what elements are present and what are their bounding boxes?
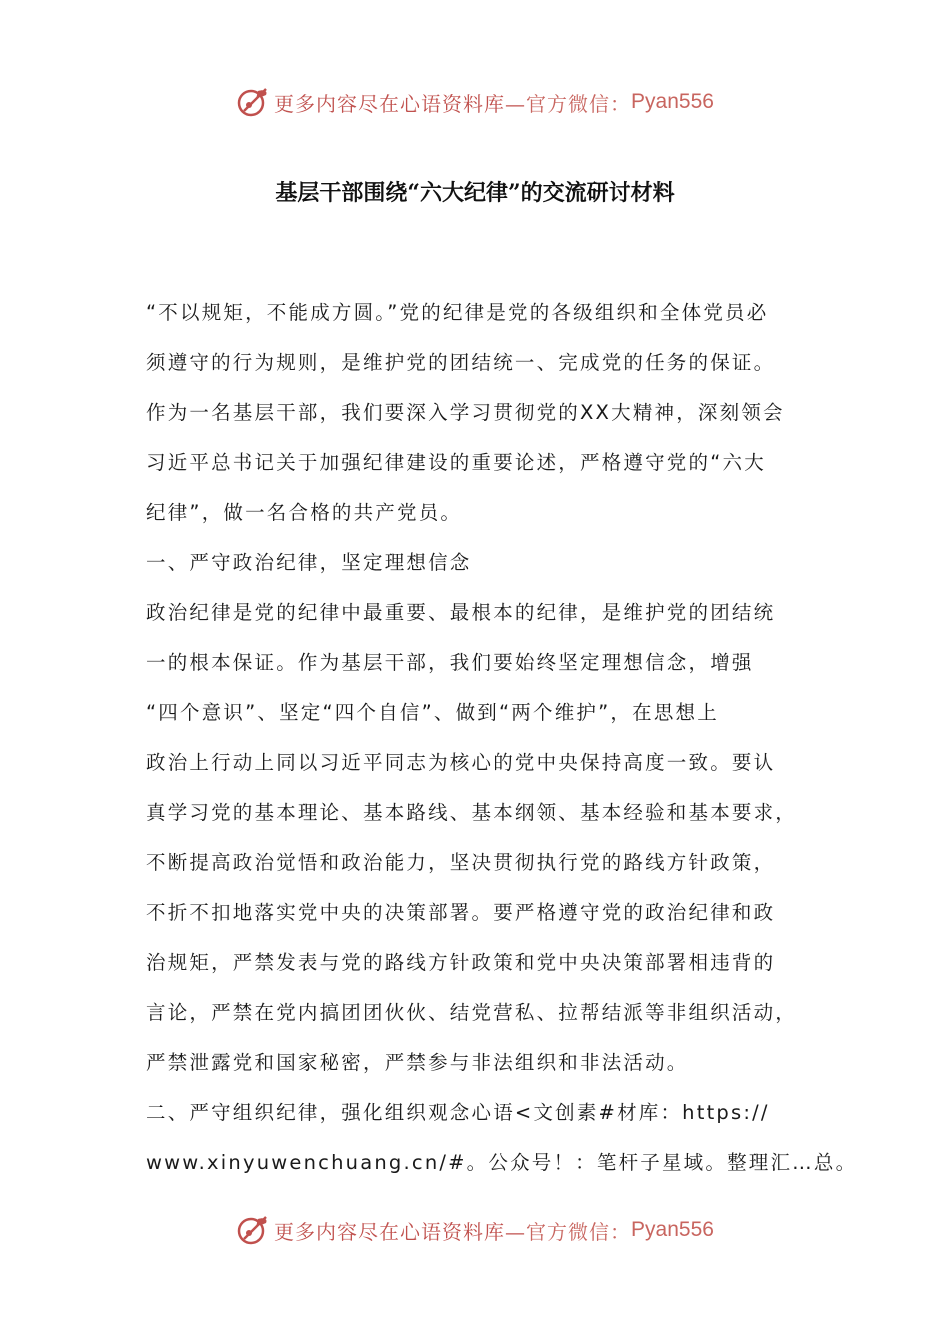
header-brand-text: 更多内容尽在心语资料库— [274, 91, 527, 116]
document-body [146, 292, 858, 1192]
body-line: 纪律”，做一名合格的共产党员。 [146, 501, 463, 524]
body-line: 习近平总书记关于加强纪律建设的重要论述，严格遵守党的“六大 [146, 451, 766, 474]
body-line: 严禁泄露党和国家秘密，严禁参与非法组织和非法活动。 [146, 1051, 689, 1074]
quill-logo-icon [236, 85, 270, 119]
body-line: 不折不扣地落实党中央的决策部署。要严格遵守党的政治纪律和政 [146, 901, 776, 924]
body-line: 治规矩，严禁发表与党的路线方针政策和党中央决策部署相违背的 [146, 951, 776, 974]
footer-brand-text: 更多内容尽在心语资料库— [274, 1219, 527, 1244]
body-line: 政治纪律是党的纪律中最重要、最根本的纪律，是维护党的团结统 [146, 601, 776, 624]
body-line: 作为一名基层干部，我们要深入学习贯彻党的XX大精神，深刻领会 [146, 401, 785, 424]
footer-wechat-id: Pyan556 [631, 1218, 714, 1241]
footer-wechat-label: 官方微信： [526, 1219, 632, 1244]
body-line: 言论，严禁在党内搞团团伙伙、结党营私、拉帮结派等非组织活动， [146, 1001, 798, 1024]
footer-watermark [0, 1210, 950, 1250]
quill-logo-icon [236, 1213, 270, 1247]
body-line: www.xinyuwenchuang.cn/#。公众号！：笔杆子星域。整理汇…总。 [146, 1151, 858, 1174]
body-line: “不以规矩，不能成方圆。”党的纪律是党的各级组织和全体党员必 [146, 301, 769, 324]
body-line: 一的根本保证。作为基层干部，我们要始终坚定理想信念，增强 [146, 651, 754, 674]
header-wechat-id: Pyan556 [631, 90, 714, 113]
section-heading-2: 二、严守组织纪律，强化组织观念心语<文创素#材库：https:// [146, 1101, 770, 1124]
body-line: 不断提高政治觉悟和政治能力，坚决贯彻执行党的路线方针政策， [146, 851, 776, 874]
body-line: 须遵守的行为规则，是维护党的团结统一、完成党的任务的保证。 [146, 351, 776, 374]
body-line: 真学习党的基本理论、基本路线、基本纲领、基本经验和基本要求， [146, 801, 798, 824]
body-line: “四个意识”、坚定“四个自信”、做到“两个维护”，在思想上 [146, 701, 719, 724]
body-line: 政治上行动上同以习近平同志为核心的党中央保持高度一致。要认 [146, 751, 776, 774]
page-title: 基层干部围绕“六大纪律”的交流研讨材料 [275, 180, 675, 206]
section-heading-1: 一、严守政治纪律，坚定理想信念 [146, 551, 472, 574]
header-watermark [0, 82, 950, 122]
header-wechat-label: 官方微信： [526, 91, 632, 116]
